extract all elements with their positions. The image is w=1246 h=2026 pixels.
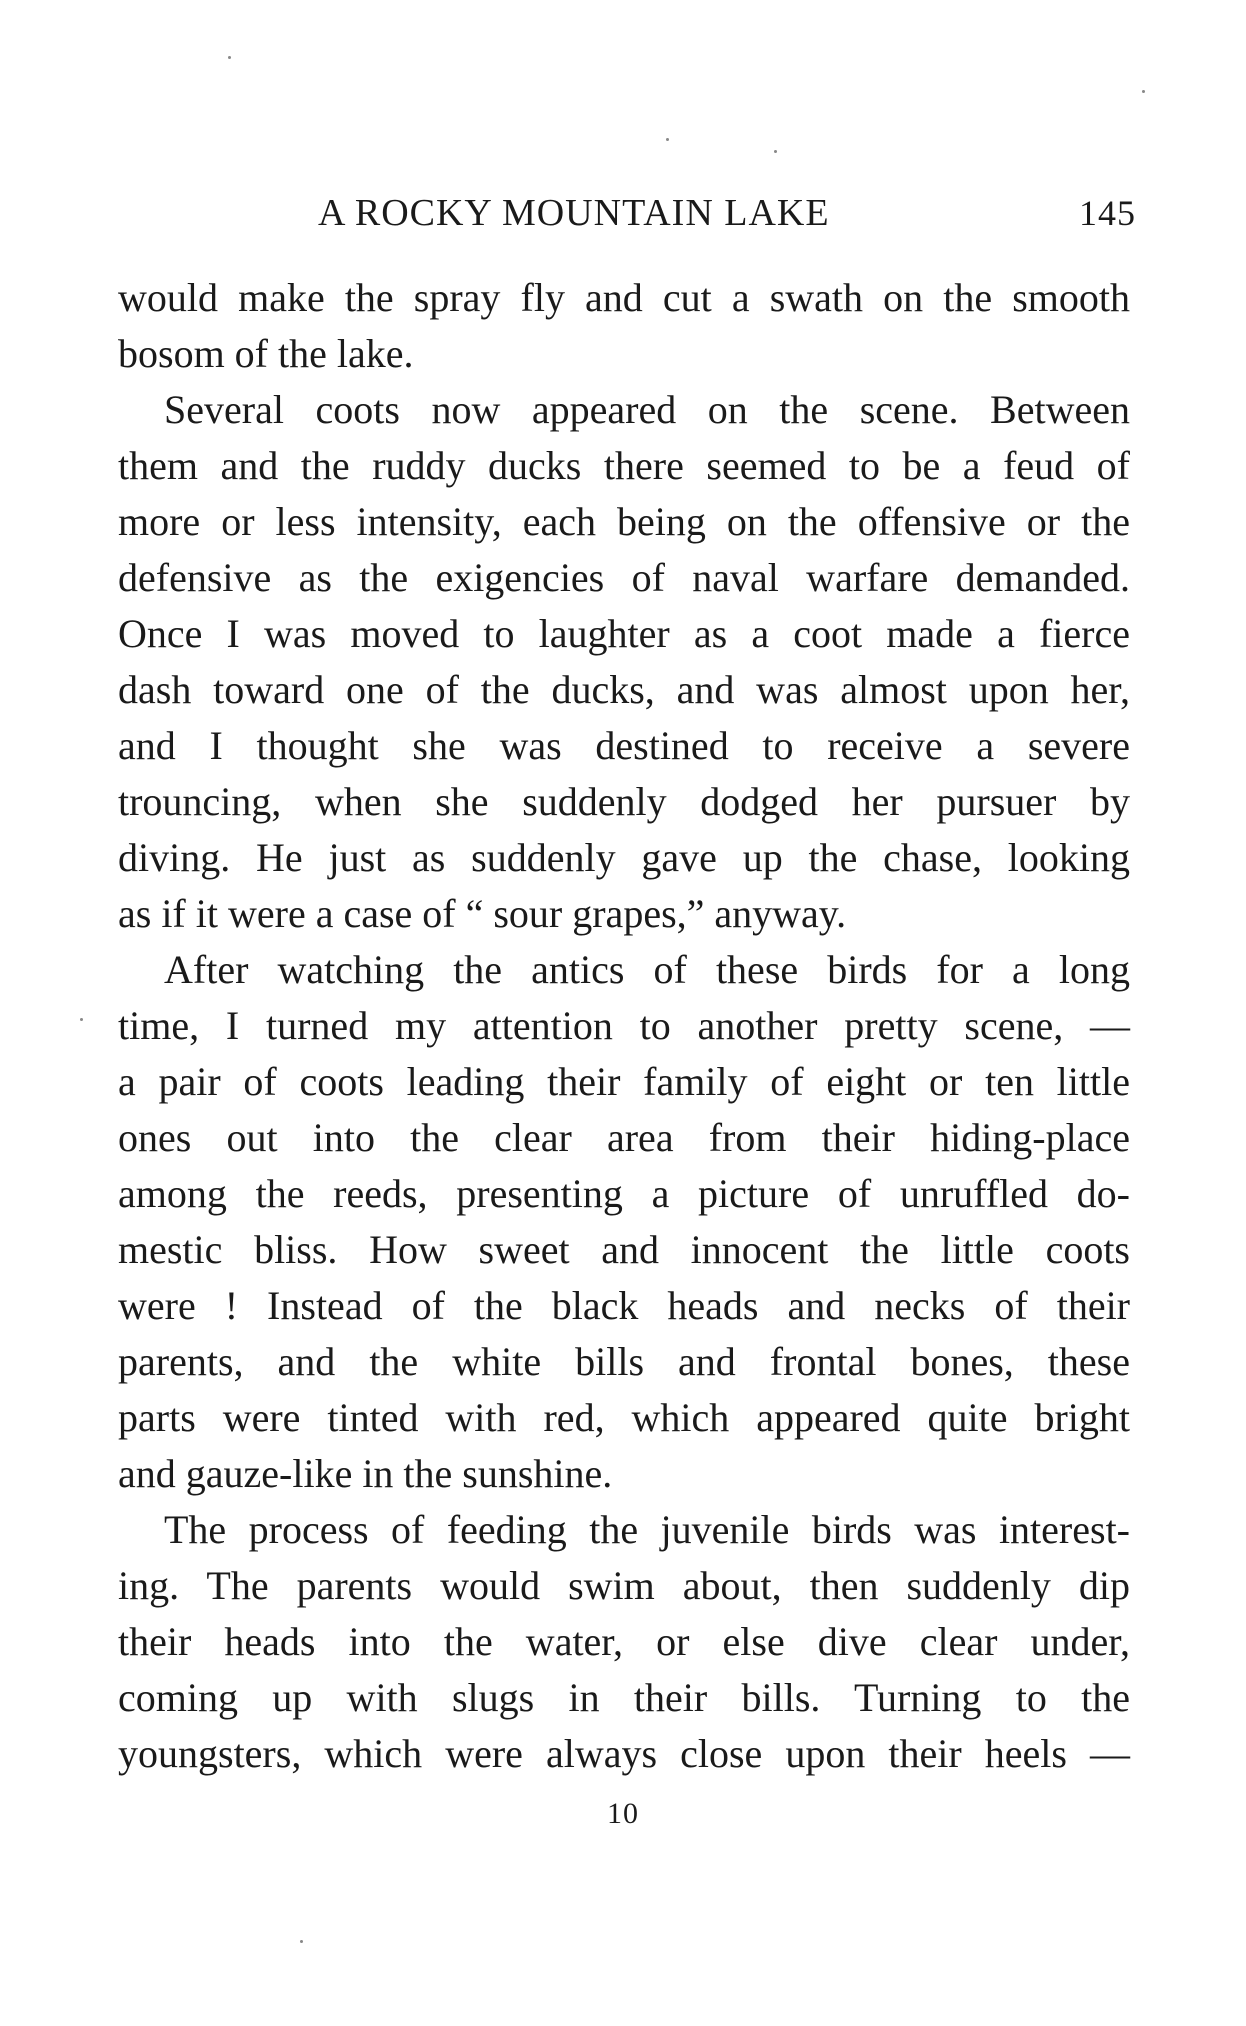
text-line: parts were tinted with red, which appeared quite bright [118,1395,1130,1440]
text-line: them and the ruddy ducks there seemed to be a feud of [118,443,1130,488]
scan-speck [80,1018,83,1021]
text-line: were ! Instead of the black heads and necks of their [118,1283,1130,1328]
body-text [118,270,1130,1782]
text-line: their heads into the water, or else dive clear under, [118,1619,1130,1664]
text-line: After watching the antics of these birds for a long [164,947,1130,992]
signature-mark: 10 [607,1797,639,1830]
scan-speck [666,138,669,141]
text-line: parents, and the white bills and frontal bones, these [118,1339,1130,1384]
text-line: as if it were a case of “ sour grapes,” anyway. [118,891,847,936]
text-line: defensive as the exigencies of naval warfare demanded. [118,555,1130,600]
scan-speck [300,1940,303,1943]
text-line: a pair of coots leading their family of eight or ten little [118,1059,1130,1104]
text-line: diving. He just as suddenly gave up the chase, looking [118,835,1130,880]
text-line: would make the spray fly and cut a swath on the smooth [118,275,1130,320]
running-title: A ROCKY MOUNTAIN LAKE [318,192,830,234]
text-line: dash toward one of the ducks, and was almost upon her, [118,667,1130,712]
scan-speck [1142,90,1145,93]
text-line: time, I turned my attention to another pretty scene, — [118,1003,1130,1048]
text-line: more or less intensity, each being on the offensive or the [118,499,1130,544]
text-line: trouncing, when she suddenly dodged her pursuer by [118,779,1130,824]
text-line: and I thought she was destined to receive a severe [118,723,1130,768]
text-line: ones out into the clear area from their hiding-place [118,1115,1130,1160]
scan-speck [228,56,231,59]
text-line: mestic bliss. How sweet and innocent the little coots [118,1227,1130,1272]
text-line: youngsters, which were always close upon their heels — [118,1731,1130,1776]
text-line: Once I was moved to laughter as a coot made a fierce [118,611,1130,656]
text-line: Several coots now appeared on the scene. Between [164,387,1130,432]
text-line: and gauze-like in the sunshine. [118,1451,613,1496]
text-line: ing. The parents would swim about, then suddenly dip [118,1563,1130,1608]
page-number: 145 [1079,193,1136,233]
text-line: coming up with slugs in their bills. Turning to the [118,1675,1130,1720]
scan-speck [774,150,777,153]
text-line: bosom of the lake. [118,331,414,376]
running-head [0,188,1246,238]
text-line: The process of feeding the juvenile birds was interest- [164,1507,1130,1552]
text-line: among the reeds, presenting a picture of unruffled do- [118,1171,1130,1216]
